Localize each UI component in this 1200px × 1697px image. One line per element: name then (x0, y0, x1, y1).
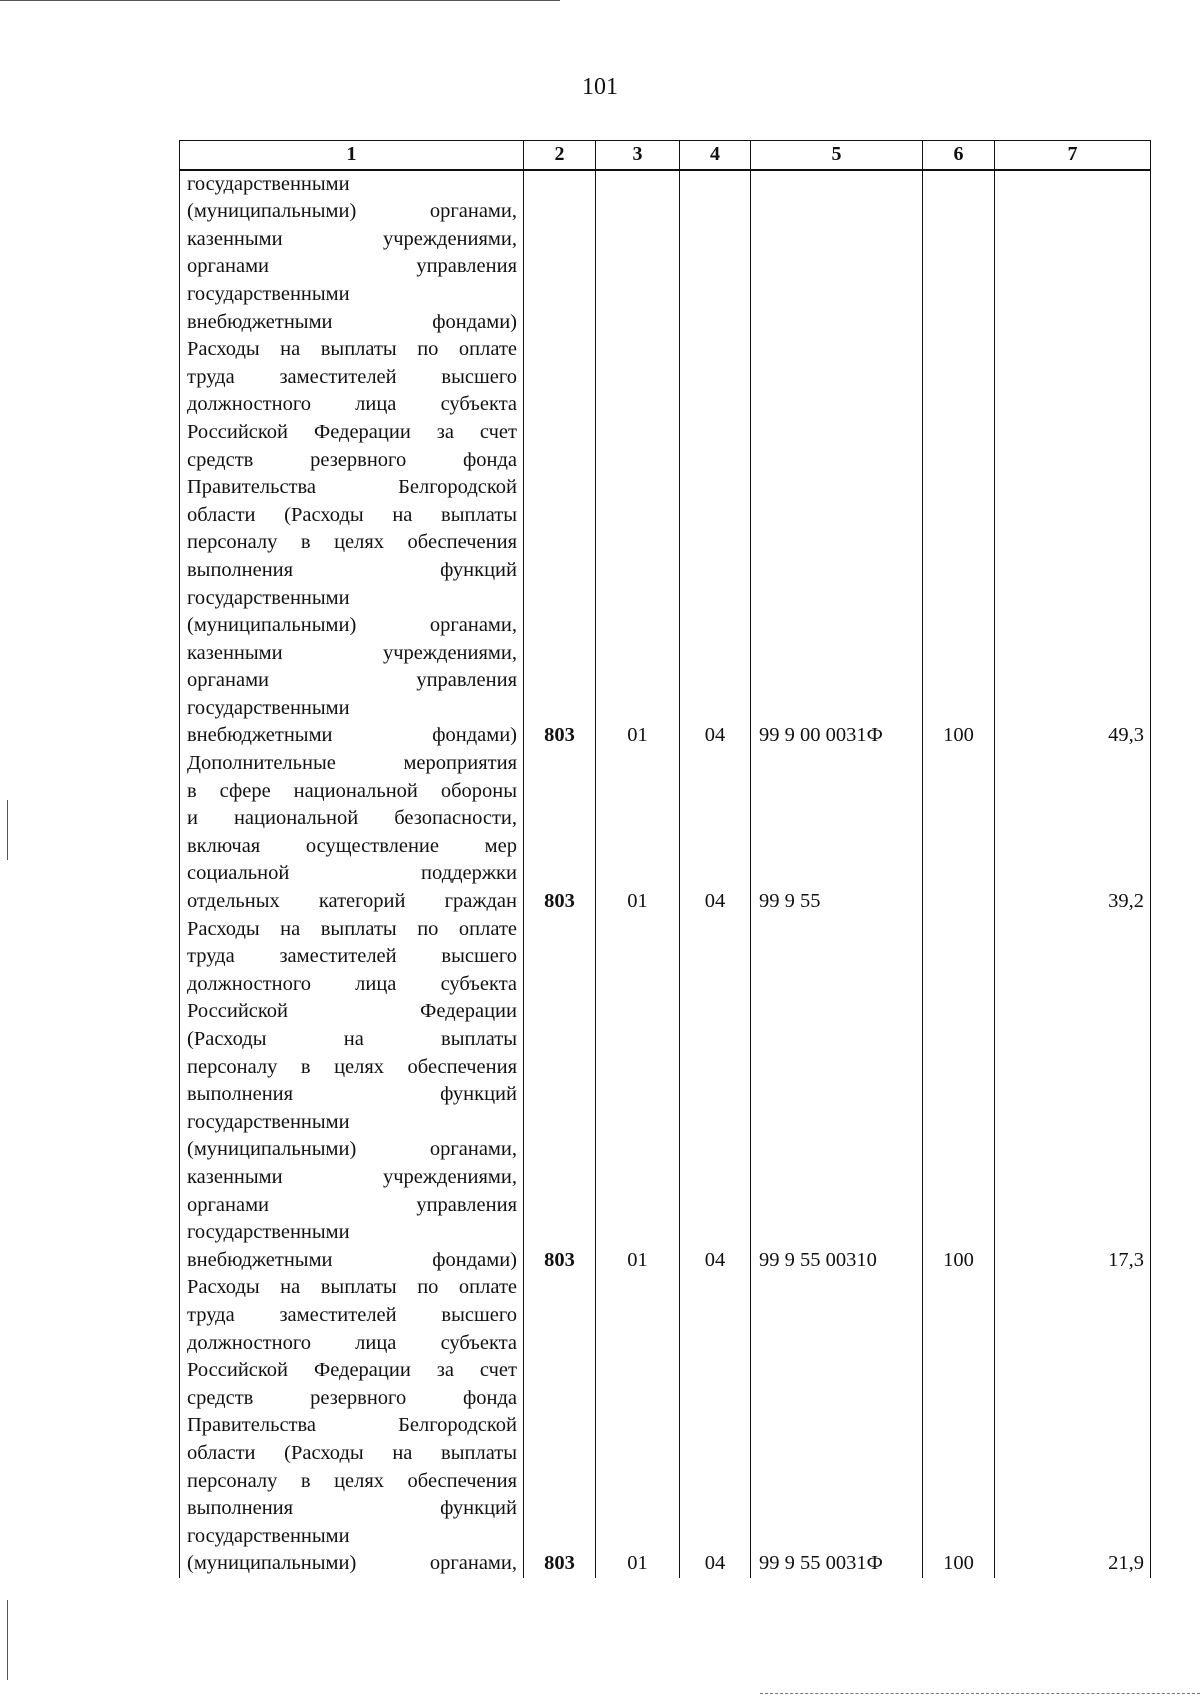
description-line: области (Расходы на выплаты (187, 1441, 517, 1464)
description-line: включая осуществление мер (187, 834, 517, 857)
section-code-cell: 01 (596, 336, 680, 750)
description-line: должностного лица субъекта (187, 972, 517, 995)
page-number: 101 (582, 74, 618, 100)
table-row (180, 170, 1151, 337)
description-line: (муниципальными) органами, (187, 200, 517, 223)
description-line: должностного лица субъекта (187, 1331, 517, 1354)
description-line: Российской Федерации (187, 1000, 517, 1023)
expense-type-cell: 100 (923, 916, 995, 1275)
subsection-code-cell: 04 (680, 336, 751, 750)
description-line: должностного лица субъекта (187, 393, 517, 416)
description-line: казенными учреждениями, (187, 227, 517, 250)
column-header: 7 (995, 141, 1151, 170)
target-article-cell: 99 9 00 0031Ф (751, 336, 923, 750)
table-row (180, 750, 1151, 916)
description-line: средств резервного фонда (187, 448, 517, 471)
admin-code-cell (524, 170, 596, 337)
amount-cell (995, 170, 1151, 337)
expense-type-cell (923, 750, 995, 916)
description-line: социальной поддержки (187, 862, 517, 885)
description-line: выполнения функций (187, 1083, 517, 1106)
description-line: Российской Федерации за счет (187, 420, 517, 443)
description-line: (муниципальными) органами, (187, 614, 517, 637)
column-header: 2 (524, 141, 596, 170)
description-line: государственными (187, 172, 350, 195)
table-header-row (180, 141, 1151, 170)
description-line: Расходы на выплаты по оплате (187, 917, 517, 940)
description-line: труда заместителей высшего (187, 945, 517, 968)
column-header: 1 (180, 141, 524, 170)
column-header: 6 (923, 141, 995, 170)
subsection-code-cell: 04 (680, 750, 751, 916)
description-line: органами управления (187, 255, 517, 278)
description-line: казенными учреждениями, (187, 1165, 517, 1188)
row-description (180, 336, 524, 750)
description-line: (муниципальными) органами, (187, 1138, 517, 1161)
target-article-cell: 99 9 55 00310 (751, 916, 923, 1275)
description-line: персоналу в целях обеспечения (187, 1055, 517, 1078)
description-line: государственными (187, 1221, 350, 1244)
budget-table (179, 140, 1151, 1578)
description-line: государственными (187, 1524, 350, 1547)
description-line: выполнения функций (187, 1497, 517, 1520)
scan-edge-top (0, 0, 560, 1)
scan-edge-left-mark (7, 800, 8, 860)
column-header: 4 (680, 141, 751, 170)
table-row (180, 1274, 1151, 1578)
target-article-cell (751, 170, 923, 337)
description-line: отдельных категорий граждан (187, 890, 517, 913)
table-body (180, 170, 1151, 1578)
description-line: персоналу в целях обеспечения (187, 1469, 517, 1492)
description-line: труда заместителей высшего (187, 365, 517, 388)
row-description (180, 1274, 524, 1578)
description-line: казенными учреждениями, (187, 641, 517, 664)
description-line: Дополнительные мероприятия (187, 752, 517, 775)
description-line: (Расходы на выплаты (187, 1028, 517, 1050)
description-line: государственными (187, 696, 350, 719)
description-line: внебюджетными фондами) (187, 1248, 517, 1271)
description-line: внебюджетными фондами) (187, 310, 517, 333)
description-line: государственными (187, 1110, 350, 1133)
admin-code-cell: 803 (524, 916, 596, 1275)
description-line: средств резервного фонда (187, 1386, 517, 1409)
description-line: (муниципальными) органами, (187, 1552, 517, 1575)
row-description (180, 170, 524, 337)
description-line: труда заместителей высшего (187, 1303, 517, 1326)
section-code-cell (596, 170, 680, 337)
row-description (180, 750, 524, 916)
description-line: государственными (187, 586, 350, 609)
description-line: Российской Федерации за счет (187, 1359, 517, 1382)
expense-type-cell: 100 (923, 1274, 995, 1578)
amount-cell: 49,3 (995, 336, 1151, 750)
table-row (180, 336, 1151, 750)
subsection-code-cell: 04 (680, 1274, 751, 1578)
column-header: 5 (751, 141, 923, 170)
expense-type-cell: 100 (923, 336, 995, 750)
description-line: органами управления (187, 1193, 517, 1216)
description-line: персоналу в целях обеспечения (187, 531, 517, 554)
target-article-cell: 99 9 55 (751, 750, 923, 916)
column-header: 3 (596, 141, 680, 170)
amount-cell: 21,9 (995, 1274, 1151, 1578)
section-code-cell: 01 (596, 916, 680, 1275)
table-row (180, 916, 1151, 1275)
subsection-code-cell: 04 (680, 916, 751, 1275)
amount-cell: 39,2 (995, 750, 1151, 916)
admin-code-cell: 803 (524, 336, 596, 750)
amount-cell: 17,3 (995, 916, 1151, 1275)
description-line: выполнения функций (187, 558, 517, 581)
description-line: органами управления (187, 669, 517, 692)
section-code-cell: 01 (596, 1274, 680, 1578)
description-line: Правительства Белгородской (187, 1414, 517, 1437)
description-line: Правительства Белгородской (187, 476, 517, 499)
expense-type-cell (923, 170, 995, 337)
scan-edge-bottom (760, 1693, 1200, 1694)
description-line: внебюджетными фондами) (187, 724, 517, 747)
section-code-cell: 01 (596, 750, 680, 916)
admin-code-cell: 803 (524, 1274, 596, 1578)
scan-edge-left-mark (7, 1600, 8, 1680)
admin-code-cell: 803 (524, 750, 596, 916)
row-description (180, 916, 524, 1275)
target-article-cell: 99 9 55 0031Ф (751, 1274, 923, 1578)
description-line: в сфере национальной обороны (187, 779, 517, 802)
description-line: и национальной безопасности, (187, 807, 517, 830)
description-line: Расходы на выплаты по оплате (187, 1276, 517, 1299)
subsection-code-cell (680, 170, 751, 337)
description-line: области (Расходы на выплаты (187, 503, 517, 526)
description-line: государственными (187, 282, 350, 305)
description-line: Расходы на выплаты по оплате (187, 338, 517, 361)
